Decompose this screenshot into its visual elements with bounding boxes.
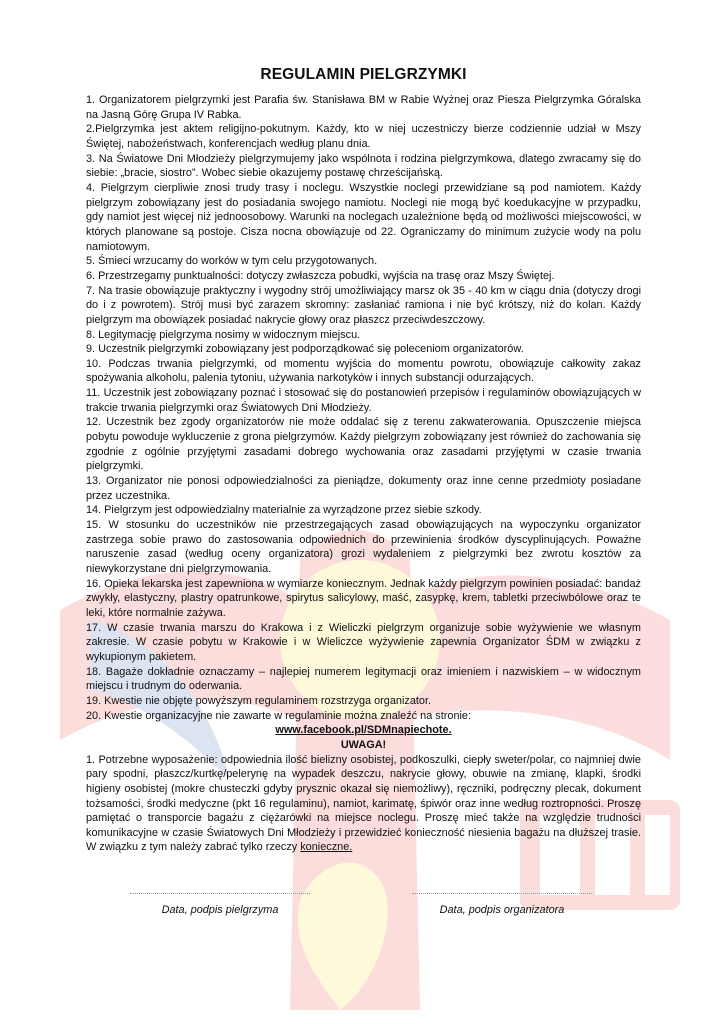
rule-11: 11. Uczestnik jest zobowiązany poznać i stosować się do postanowień przepisów i regulaminów obowiązujących w trakcie trwania pielgrzymki oraz Światowych Dni Młodzieży. [86, 387, 641, 414]
rule-19: 19. Kwestie nie objęte powyższym regulaminem rozstrzyga organizator. [86, 694, 432, 707]
regulations-document [86, 66, 641, 855]
equipment-note-underlined: konieczne. [300, 841, 353, 854]
rule-7: 7. Na trasie obowiązuje praktyczny i wygodny strój umożliwiający marsz ok 35 - 40 km w ciągu dnia (dotyczy drogi do i z powrotem). Strój musi być zarazem skromny: zasłaniać ramiona i nie być krótszy, niż do kolan. Każdy pielgrzym ma obowiązek posiadać nakrycie głowy oraz płaszcz przeciwdeszczowy. [86, 284, 641, 326]
pilgrim-signature [130, 893, 310, 918]
facebook-link[interactable]: www.facebook.pl/SDMnapiechote. [275, 724, 452, 737]
rule-2: 2.Pielgrzymka jest aktem religijno-pokutnym. Każdy, kto w niej uczestniczy bierze codziennie udział w Mszy Świętej, nabożeństwach, konferencjach według planu dnia. [86, 123, 641, 150]
pilgrim-signature-label: Data, podpis pielgrzyma [161, 904, 279, 916]
rule-4: 4. Pielgrzym cierpliwie znosi trudy trasy i noclegu. Wszystkie noclegi przewidziane są pod namiotem. Każdy pielgrzym zobowiązany jest do posiadania swojego namiotu. Noclegi nie mogą być koedukacyjne w przypadku, gdy namiot jest więcej niż jednoosobowy. Warunki na noclegach uzależnione będą od możliwości miejscowości, w których planowane są postoje. Cisza nocna obowiązuje od 22. Ograniczamy do minimum zużycie wody na polu namiotowym. [86, 181, 641, 253]
pilgrim-signature-line [130, 893, 310, 894]
rule-14: 14. Pielgrzym jest odpowiedzialny materialnie za wyrządzone przez siebie szkody. [86, 504, 482, 517]
rule-12: 12. Uczestnik bez zgody organizatorów nie może oddalać się z terenu zakwaterowania. Opuszczenie miejsca pobytu powoduje wykluczenie z grona pielgrzymów. Każdy pielgrzym zobowiązany jest również do zachowania się zgodnie z ogólnie przyjętymi zasadami dobrego wychowania oraz zasadami przyjętymi w czasie trwania pielgrzymki. [86, 416, 641, 473]
rule-9: 9. Uczestnik pielgrzymki zobowiązany jest podporządkować się poleceniom organizatorów. [86, 343, 524, 356]
organizer-signature [412, 893, 592, 918]
rule-1: 1. Organizatorem pielgrzymki jest Parafia św. Stanisława BM w Rabie Wyżnej oraz Piesza Pielgrzymka Góralska na Jasną Górę Grupa IV Rabka. [86, 94, 641, 121]
signature-area [0, 893, 725, 923]
rule-5: 5. Śmieci wrzucamy do worków w tym celu przygotowanych. [86, 255, 378, 268]
rule-10: 10. Podczas trwania pielgrzymki, od momentu wyjścia do momentu powrotu, obowiązuje całkowity zakaz spożywania alkoholu, palenia tytoniu, używania narkotyków i innych substancji odurzających. [86, 357, 641, 385]
equipment-note-text: 1. Potrzebne wyposażenie: odpowiednia ilość bielizny osobistej, podkoszulki, ciepły sweter/polar, co najmniej dwie pary spodni, płaszcz/kurtkę/pelerynę na wypadek deszczu, nakrycie głowy, obuwie na zmianę, klapki, środki higieny osobistej (mokre chusteczki gdyby prysznic okazał się niemożliwy), ręczniki, podręczny plecak, dokument tożsamości, środki medyczne (pkt 16 regulaminu), namiot, karimatę, śpiwór oraz inne według roztropności. Proszę pamiętać o transporcie bagażu z ciężarówki na miejsce noclegu. Proszę mieć także na względzie trudności komunikacyjne w czasie Światowych Dni Młodzieży i przewidzieć konieczność niesienia bagażu na dłuższej trasie. W związku z tym należy zabrać tylko rzeczy [86, 753, 641, 854]
rule-6: 6. Przestrzegamy punktualności: dotyczy zwłaszcza pobudki, wyjścia na trasę oraz Mszy Świętej. [86, 269, 555, 282]
rule-3: 3. Na Światowe Dni Młodzieży pielgrzymujemy jako wspólnota i rodzina pielgrzymkowa, dlatego zwracamy się do siebie: „bracie, siostro”. Wobec siebie okazujemy postawę chrześcijańską. [86, 152, 641, 180]
rule-17: 17. W czasie trwania marszu do Krakowa i z Wieliczki pielgrzym organizuje sobie wyżywienie we własnym zakresie. W czasie pobytu w Krakowie i w Wieliczce wyżywienie zapewnia Organizator ŚDM w związku z wykupionym pakietem. [86, 621, 641, 663]
equipment-note [86, 753, 641, 856]
document-title: REGULAMIN PIELGRZYMKI [260, 66, 467, 83]
facebook-link-paragraph [86, 723, 641, 738]
rule-18: 18. Bagaże dokładnie oznaczamy – najlepiej numerem legitymacji oraz imieniem i nazwiskiem – w widocznym miejscu i trudnym do oderwania. [86, 665, 641, 693]
rule-15: 15. W stosunku do uczestników nie przestrzegających zasad obowiązujących na wypoczynku organizator zastrzega sobie prawo do zastosowania odpowiednich do przewinienia środków dyscyplinujących. Poważne naruszenie zasad (według oceny organizatora) grozi wydaleniem z pielgrzymki bez zwrotu kosztów za niewykorzystane dni pielgrzymowania. [86, 519, 641, 575]
rule-20: 20. Kwestie organizacyjne nie zawarte w regulaminie można znaleźć na stronie: [86, 709, 472, 722]
rule-16: 16. Opieka lekarska jest zapewniona w wymiarze koniecznym. Jednak każdy pielgrzym powinien posiadać: bandaż zwykły, elastyczny, plastry opatrunkowe, spirytus salicylowy, maść, zasypkę, krem, tabletki przeciwbólowe oraz te leki, które normalnie zażywa. [86, 577, 641, 619]
organizer-signature-label: Data, podpis organizatora [439, 904, 565, 916]
organizer-signature-line [412, 893, 592, 894]
rule-13: 13. Organizator nie ponosi odpowiedzialności za pieniądze, dokumenty oraz inne cenne przedmioty posiadane przez uczestnika. [86, 475, 641, 502]
rule-8: 8. Legitymację pielgrzyma nosimy w widocznym miejscu. [86, 328, 361, 341]
uwaga-heading: UWAGA! [340, 738, 387, 751]
